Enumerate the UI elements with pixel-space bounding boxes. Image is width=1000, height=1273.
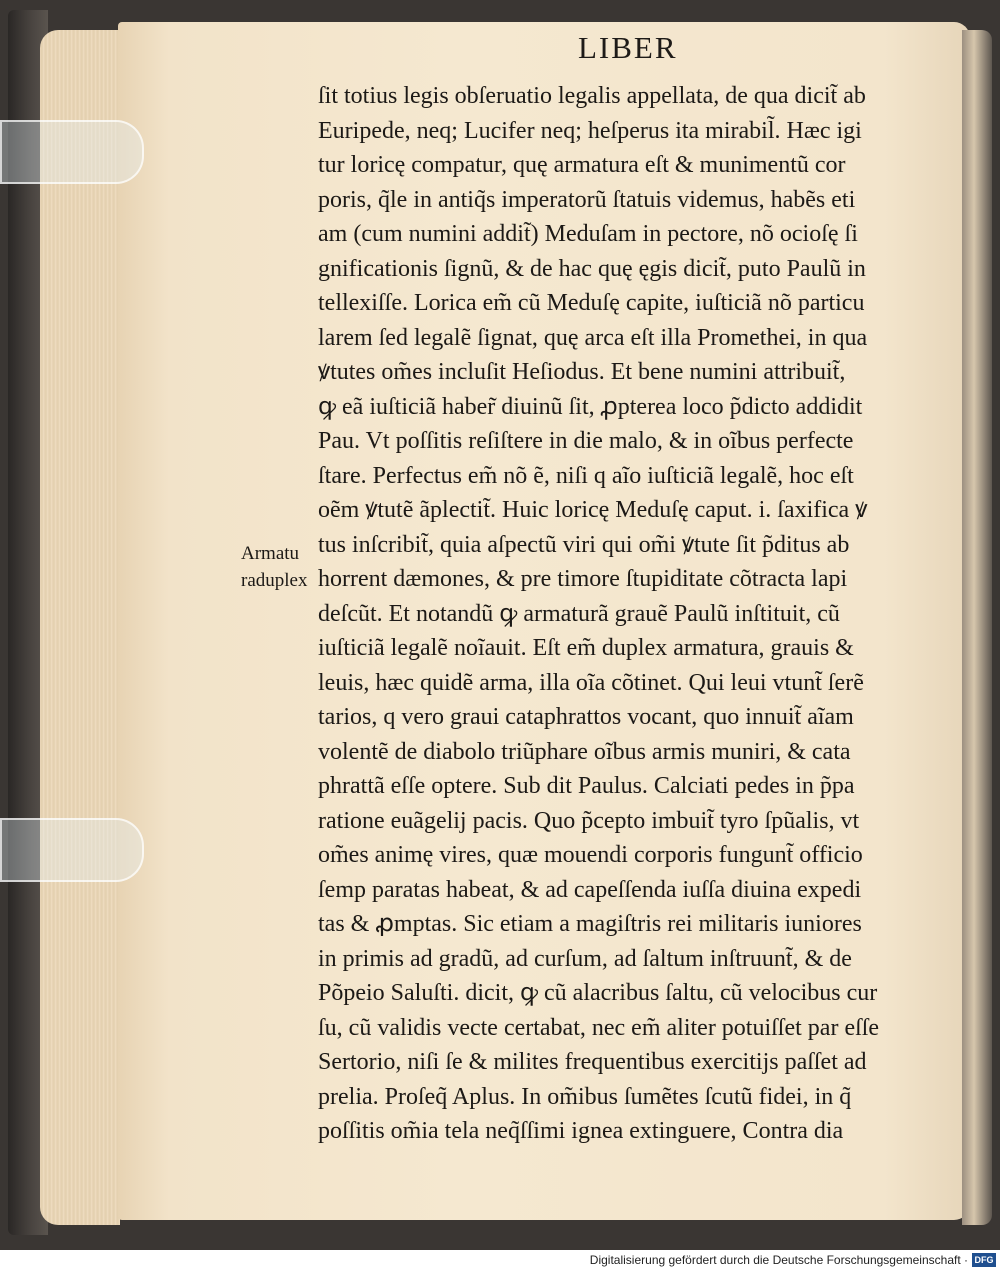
- text-line: iuſticiã legalẽ noĩauit. Eſt em̃ duplex armatura, grauis &: [318, 635, 854, 661]
- text-block: [318, 79, 950, 1149]
- text-line: tarios, q vero graui cataphrattos vocant, quo innuit̃ aĩam: [318, 704, 854, 730]
- text-line: volentẽ de diabolo triũphare oĩbus armis muniri, & cata: [318, 738, 851, 765]
- text-line: ſtare. Perfectus em̃ nõ ẽ, niſi q aĩo iuſticiã legalẽ, hoc eſt: [318, 462, 854, 489]
- page-stack-edges: [40, 30, 120, 1225]
- text-line: oẽm ꝟtutẽ ãplectit̃. Huic loricę Meduſę caput. i. ſaxifica ꝟ: [318, 497, 868, 523]
- text-line: larem ſed legalẽ ſignat, quę arca eſt illa Promethei, in qua: [318, 324, 868, 351]
- text-line: Euripede, neq; Lucifer neq; heſperus ita mirabil̃. Hæc igi: [318, 117, 862, 144]
- text-line: tus inſcribit̃, quia aſpectũ viri qui om̃i ꝟtute ſit p̃ditus ab: [318, 531, 850, 558]
- text-line: gnificationis ſignũ, & de hac quę ęgis dicit̃, puto Paulũ in: [318, 255, 866, 282]
- book-right-edge: [962, 30, 992, 1225]
- text-line: ſu, cũ validis vecte certabat, nec em̃ aliter potuiſſet par eſſe: [318, 1014, 880, 1041]
- text-line: ꝟtutes om̃es incluſit Heſiodus. Et bene numini attribuit̃,: [318, 359, 846, 385]
- text-line: in primis ad gradũ, ad curſum, ad ſaltum inſtruunt̃, & de: [318, 945, 852, 972]
- text-line: prelia. Proſeq̃ Aplus. In om̃ibus ſumẽtes ſcutũ fidei, in q̃: [318, 1083, 852, 1110]
- text-line: poſſitis om̃ia tela neq̃ſſimi ignea extinguere, Contra dia: [318, 1118, 844, 1144]
- text-line: deſcũt. Et notandũ ꝙ armaturã grauẽ Paulũ inſtituit, cũ: [318, 600, 840, 627]
- text-line: horrent dæmones, & pre timore ſtupiditate cõtracta lapi: [318, 566, 848, 592]
- text-line: phrattã eſſe optere. Sub dit Paulus. Calciati pedes in p̃pa: [318, 773, 855, 799]
- footer-credit: [560, 1250, 996, 1270]
- text-line: leuis, hæc quidẽ arma, illa oĩa cõtinet. Qui leui vtunt̃ ſerẽ: [318, 669, 864, 696]
- text-line: Põpeio Saluſti. dicit, ꝙ cũ alacribus ſaltu, cũ velocibus cur: [318, 980, 878, 1006]
- glass-clip-top: [0, 120, 144, 184]
- text-line: ſit totius legis obſeruatio legalis appellata, de qua dicit̃ ab: [318, 83, 866, 109]
- glass-clip-bottom: [0, 818, 144, 882]
- text-line: Pau. Vt poſſitis reſiſtere in die malo, & in oĩbus perfecte: [318, 428, 854, 454]
- text-line: Sertorio, niſi ſe & milites frequentibus exercitijs paſſet ad: [318, 1049, 867, 1075]
- text-line: tur loricę compatur, quę armatura eſt & munimentũ cor: [318, 152, 846, 178]
- text-line: ratione euãgelij pacis. Quo p̃cepto imbuit̃ tyro ſpũalis, vt: [318, 807, 860, 834]
- footer-text: Digitalisierung gefördert durch die Deutsche Forschungsgemeinschaft ·: [589, 1253, 968, 1267]
- text-line: am (cum numini addit̃) Meduſam in pectore, nõ ocioſę ſi: [318, 221, 858, 247]
- text-line: ꝙ eã iuſticiã haber̃ diuinũ ſit, ꝓpterea loco p̃dicto addidit: [318, 393, 863, 420]
- text-line: tas & ꝓmptas. Sic etiam a magiſtris rei militaris iuniores: [318, 911, 862, 937]
- margin-note-line: raduplex: [241, 570, 308, 591]
- text-line: om̃es animę vires, quæ mouendi corporis fungunt̃ officio: [318, 842, 863, 868]
- text-line: ſemp paratas habeat, & ad capeſſenda iuſſa diuina expedi: [318, 876, 862, 903]
- running-head: LIBER: [578, 30, 678, 65]
- margin-note-line: Armatu: [241, 543, 300, 564]
- text-line: poris, q̃le in antiq̃s imperatorũ ſtatuis videmus, habẽs eti: [318, 186, 856, 213]
- margin-note: [241, 540, 321, 594]
- text-line: tellexiſſe. Lorica em̃ cũ Meduſę capite, iuſticiã nõ particu: [318, 290, 865, 316]
- dfg-logo-icon: DFG: [972, 1253, 996, 1267]
